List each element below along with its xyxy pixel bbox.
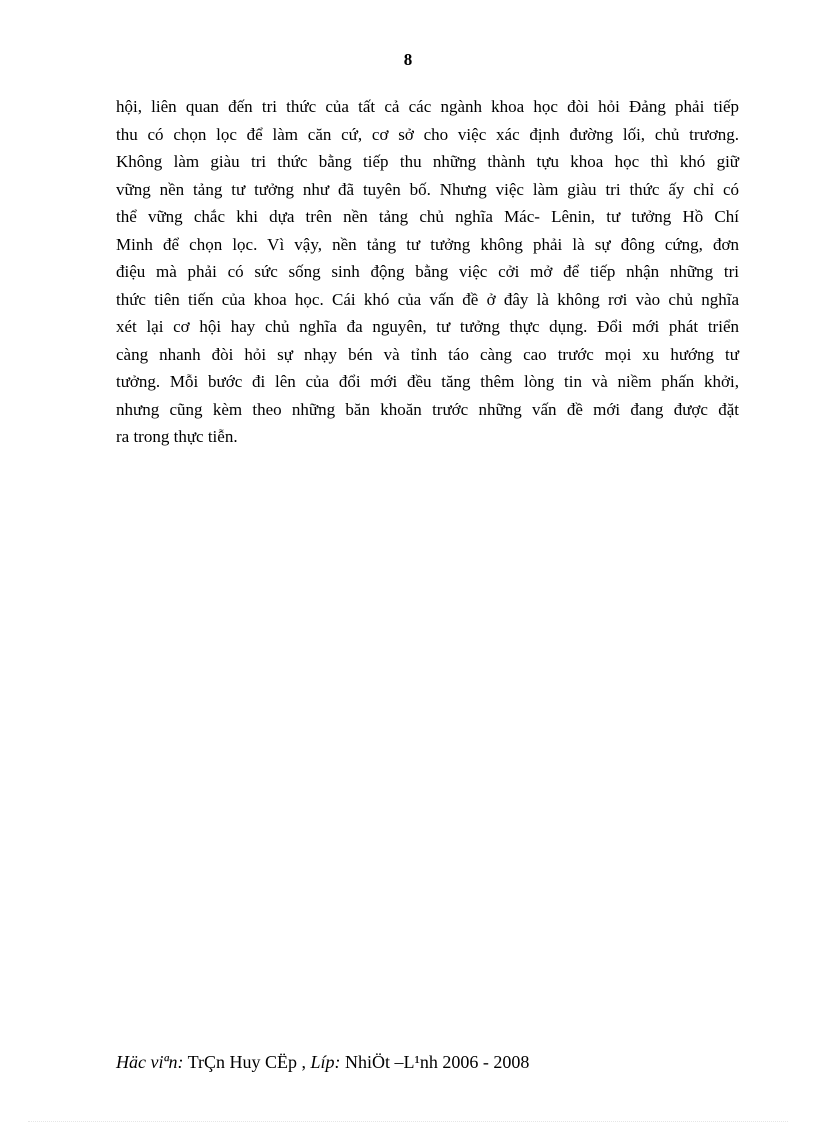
paragraph-line: Không làm giàu tri thức bằng tiếp thu những thành tựu khoa học thì khó giữ <box>116 152 739 171</box>
paragraph-line: hội, liên quan đến tri thức của tất cả các ngành khoa học đòi hỏi Đảng phải tiếp <box>116 97 739 116</box>
student-name: TrÇn Huy CËp , <box>187 1052 307 1072</box>
paragraph-line: điệu mà phải có sức sống sinh động bằng việc cởi mở để tiếp nhận những tri <box>116 262 739 281</box>
page-number: 8 <box>403 50 413 69</box>
paragraph-line: tưởng. Mỗi bước đi lên của đổi mới đều tăng thêm lòng tin và niềm phấn khởi, <box>116 372 739 391</box>
paragraph-line: thức tiên tiến của khoa học. Cái khó của vấn đề ở đây là không rơi vào chủ nghĩa <box>116 289 739 309</box>
page-footer <box>116 1052 529 1073</box>
page-bottom-border <box>28 1121 788 1122</box>
body-paragraph <box>116 93 739 451</box>
class-label: Líp: <box>310 1052 341 1072</box>
paragraph-line: thu có chọn lọc để làm căn cứ, cơ sở cho việc xác định đường lối, chủ trương. <box>116 124 739 144</box>
paragraph-line: vững nền tảng tư tưởng như đã tuyên bố. Nhưng việc làm giàu tri thức ấy chỉ có <box>116 179 739 199</box>
paragraph-line: nhưng cũng kèm theo những băn khoăn trước những vấn đề mới đang được đặt <box>116 399 739 419</box>
paragraph-line: càng nhanh đòi hỏi sự nhạy bén và tỉnh táo càng cao trước mọi xu hướng tư <box>116 344 739 364</box>
paragraph-line: ra trong thực tiễn. <box>116 427 238 446</box>
class-value: NhiÖt –L¹nh 2006 - 2008 <box>345 1052 530 1072</box>
paragraph-line: xét lại cơ hội hay chủ nghĩa đa nguyên, tư tưởng thực dụng. Đổi mới phát triển <box>116 317 739 336</box>
paragraph-line: Minh để chọn lọc. Vì vậy, nền tảng tư tưởng không phải là sự đông cứng, đơn <box>116 234 739 254</box>
student-label: Häc viªn: <box>116 1052 184 1072</box>
paragraph-line: thể vững chắc khi dựa trên nền tảng chủ nghĩa Mác- Lênin, tư tưởng Hồ Chí <box>116 207 739 226</box>
